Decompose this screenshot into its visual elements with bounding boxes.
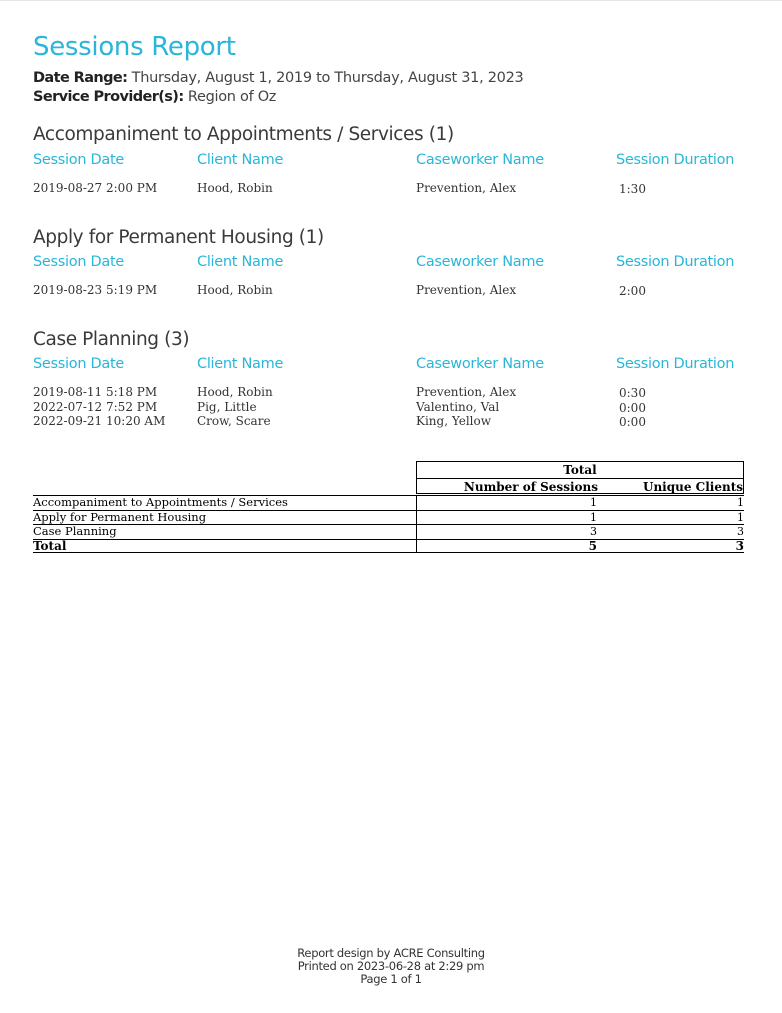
column-divider	[416, 511, 417, 525]
summary-header	[416, 461, 744, 494]
column-header-session-duration: Session Duration	[616, 254, 735, 270]
summary-group-header: Total	[563, 463, 597, 477]
summary-total-row	[33, 539, 744, 554]
column-header-client-name: Client Name	[197, 254, 284, 270]
summary-subheader	[417, 478, 743, 495]
session-date-cell: 2019-08-27 2:00 PM	[33, 181, 158, 195]
session-date-cell: 2022-09-21 10:20 AM	[33, 414, 166, 428]
session-duration-cell: 0:30	[619, 386, 646, 400]
session-date-cell: 2022-07-12 7:52 PM	[33, 400, 158, 414]
report-title: Sessions Report	[33, 32, 236, 62]
column-header-session-date: Session Date	[33, 152, 124, 168]
caseworker-name-cell: Prevention, Alex	[416, 181, 517, 195]
summary-total-sessions: 5	[588, 538, 597, 553]
summary-row-sessions: 1	[590, 496, 597, 509]
summary-row-unique: 1	[737, 510, 744, 524]
service-provider-line	[33, 89, 276, 105]
session-duration-cell: 0:00	[619, 415, 646, 429]
column-header-session-date: Session Date	[33, 254, 124, 270]
client-name-cell: Pig, Little	[197, 400, 257, 414]
session-duration-cell: 2:00	[619, 284, 646, 298]
client-name-cell: Crow, Scare	[197, 414, 271, 428]
summary-total-unique: 3	[735, 538, 744, 553]
column-divider	[416, 525, 417, 539]
summary-row-label: Case Planning	[33, 524, 117, 538]
client-name-cell: Hood, Robin	[197, 385, 273, 399]
session-duration-cell: 0:00	[619, 401, 646, 415]
page-top-border	[0, 0, 782, 1]
column-divider	[416, 540, 417, 553]
service-provider-label: Service Provider(s):	[33, 89, 184, 105]
section-title: Accompaniment to Appointments / Services (1)	[33, 124, 454, 145]
section-title: Case Planning (3)	[33, 329, 190, 350]
summary-row	[33, 510, 744, 525]
summary-column-sessions: Number of Sessions	[463, 480, 598, 494]
session-date-cell: 2019-08-11 5:18 PM	[33, 385, 158, 399]
summary-row-label: Accompaniment to Appointments / Services	[33, 495, 288, 509]
summary-row-unique: 3	[737, 525, 744, 538]
column-header-session-duration: Session Duration	[616, 152, 735, 168]
column-header-client-name: Client Name	[197, 152, 284, 168]
client-name-cell: Hood, Robin	[197, 283, 273, 297]
caseworker-name-cell: King, Yellow	[416, 414, 491, 428]
column-header-caseworker-name: Caseworker Name	[416, 356, 544, 372]
section-title: Apply for Permanent Housing (1)	[33, 227, 324, 248]
summary-row-sessions: 1	[590, 510, 597, 524]
service-provider-value: Region of Oz	[187, 89, 277, 105]
caseworker-name-cell: Prevention, Alex	[416, 283, 517, 297]
caseworker-name-cell: Prevention, Alex	[416, 385, 517, 399]
column-header-session-duration: Session Duration	[616, 356, 735, 372]
summary-row-unique: 1	[737, 496, 744, 509]
footer-design-credit: Report design by ACRE Consulting	[297, 946, 485, 960]
footer-printed-on: Printed on 2023-06-28 at 2:29 pm	[297, 959, 485, 973]
session-date-cell: 2019-08-23 5:19 PM	[33, 283, 158, 297]
date-range-label: Date Range:	[33, 70, 128, 86]
summary-row	[33, 495, 744, 510]
column-header-session-date: Session Date	[33, 356, 124, 372]
summary-row-label: Apply for Permanent Housing	[33, 509, 207, 524]
summary-row-sessions: 3	[590, 525, 597, 538]
column-divider	[416, 496, 417, 510]
session-duration-cell: 1:30	[619, 182, 646, 196]
date-range-line	[33, 70, 523, 86]
summary-row	[33, 524, 744, 539]
caseworker-name-cell: Valentino, Val	[416, 400, 500, 414]
summary-total-label: Total	[33, 538, 67, 553]
column-header-caseworker-name: Caseworker Name	[416, 152, 544, 168]
date-range-value: Thursday, August 1, 2019 to Thursday, August 31, 2023	[131, 70, 524, 86]
footer-page-number: Page 1 of 1	[360, 972, 422, 986]
summary-column-unique-clients: Unique Clients	[642, 480, 743, 494]
column-header-caseworker-name: Caseworker Name	[416, 254, 544, 270]
column-header-client-name: Client Name	[197, 356, 284, 372]
client-name-cell: Hood, Robin	[197, 181, 273, 195]
